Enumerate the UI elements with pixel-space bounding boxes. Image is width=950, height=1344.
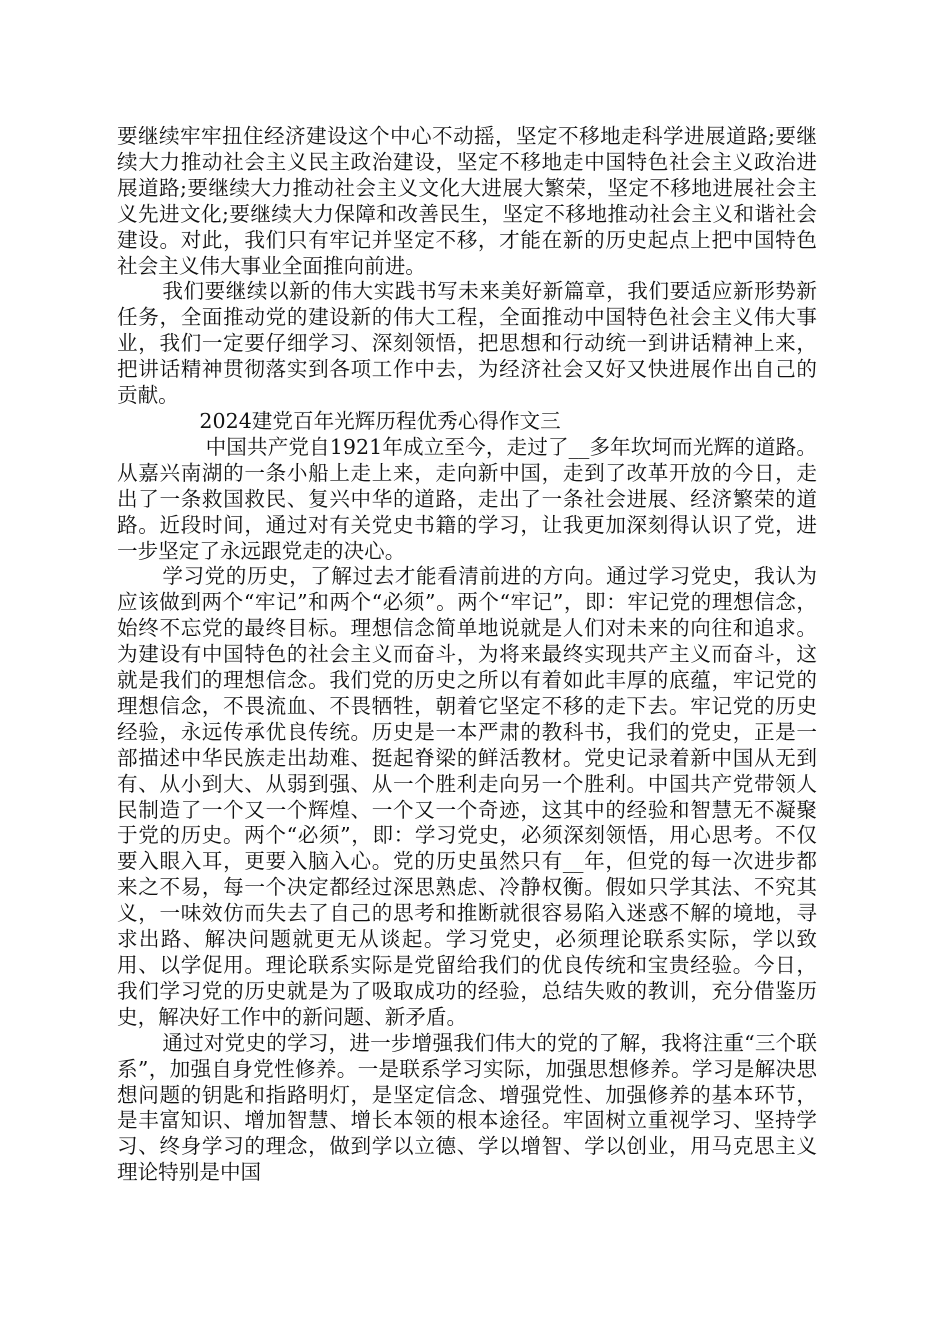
paragraph-2: 我们要继续以新的伟大实践书写未来美好新篇章，我们要适应新形势新任务，全面推动党的建设新的伟大工程，全面推动中国特色社会主义伟大事业，我们一定要仔细学习、深刻领悟，把思想和行动统一到讲话精神上来，把讲话精神贯彻落实到各项工作中去，为经济社会又好又快进展作出自己的贡献。 (117, 279, 817, 408)
paragraph-3: 中国共产党自1921年成立至今，走过了__多年坎坷而光辉的道路。从嘉兴南湖的一条小船上走上来，走向新中国，走到了改革开放的今日，走出了一条救国救民、复兴中华的道路，走出了一条社会进展、经济繁荣的道路。近段时间，通过对有关党史书籍的学习，让我更加深刻得认识了党，进一步坚定了永远跟党走的决心。 (117, 434, 817, 563)
paragraph-4: 学习党的历史，了解过去才能看清前进的方向。通过学习党史，我认为应该做到两个“牢记”和两个“必须”。两个“牢记”，即：牢记党的理想信念，始终不忘党的最终目标。理想信念简单地说就是人们对未来的向往和追求。为建设有中国特色的社会主义而奋斗，为将来最终实现共产主义而奋斗，这就是我们的理想信念。我们党的历史之所以有着如此丰厚的底蕴，牢记党的理想信念，不畏流血、不畏牺牲，朝着它坚定不移的走下去。牢记党的历史经验，永远传承优良传统。历史是一本严肃的教科书，我们的党史，正是一部描述中华民族走出劫难、挺起脊梁的鲜活教材。党史记录着新中国从无到有、从小到大、从弱到强、从一个胜利走向另一个胜利。中国共产党带领人民制造了一个又一个辉煌、一个又一个奇迹，这其中的经验和智慧无不凝聚于党的历史。两个“必须”，即：学习党史，必须深刻领悟，用心思考。不仅要入眼入耳，更要入脑入心。党的历史虽然只有__年，但党的每一次进步都来之不易，每一个决定都经过深思熟虑、冷静权衡。假如只学其法、不究其义，一味效仿而失去了自己的思考和推断就很容易陷入迷惑不解的境地，寻求出路、解决问题就更无从谈起。学习党史，必须理论联系实际，学以致用、以学促用。理论联系实际是党留给我们的优良传统和宝贵经验。今日，我们学习党的历史就是为了吸取成功的经验，总结失败的教训，充分借鉴历史，解决好工作中的新问题、新矛盾。 (117, 564, 817, 1029)
document-body (117, 124, 817, 1186)
paragraph-1: 要继续牢牢扭住经济建设这个中心不动摇，坚定不移地走科学进展道路;要继续大力推动社会主义民主政治建设，坚定不移地走中国特色社会主义政治进展道路;要继续大力推动社会主义文化大进展大繁荣，坚定不移地进展社会主义先进文化;要继续大力保障和改善民生，坚定不移地推动社会主义和谐社会建设。对此，我们只有牢记并坚定不移，才能在新的历史起点上把中国特色社会主义伟大事业全面推向前进。 (117, 124, 817, 278)
section-heading: 2024建党百年光辉历程优秀心得作文三 (199, 408, 561, 433)
paragraph-5: 通过对党史的学习，进一步增强我们伟大的党的了解，我将注重“三个联系”，加强自身党性修养。一是联系学习实际，加强思想修养。学习是解决思想问题的钥匙和指路明灯，是坚定信念、增强党性、加强修养的基本环节，是丰富知识、增加智慧、增长本领的根本途径。牢固树立重视学习、坚持学习、终身学习的理念，做到学以立德、学以增智、学以创业，用马克思主义理论特别是中国 (117, 1030, 817, 1185)
